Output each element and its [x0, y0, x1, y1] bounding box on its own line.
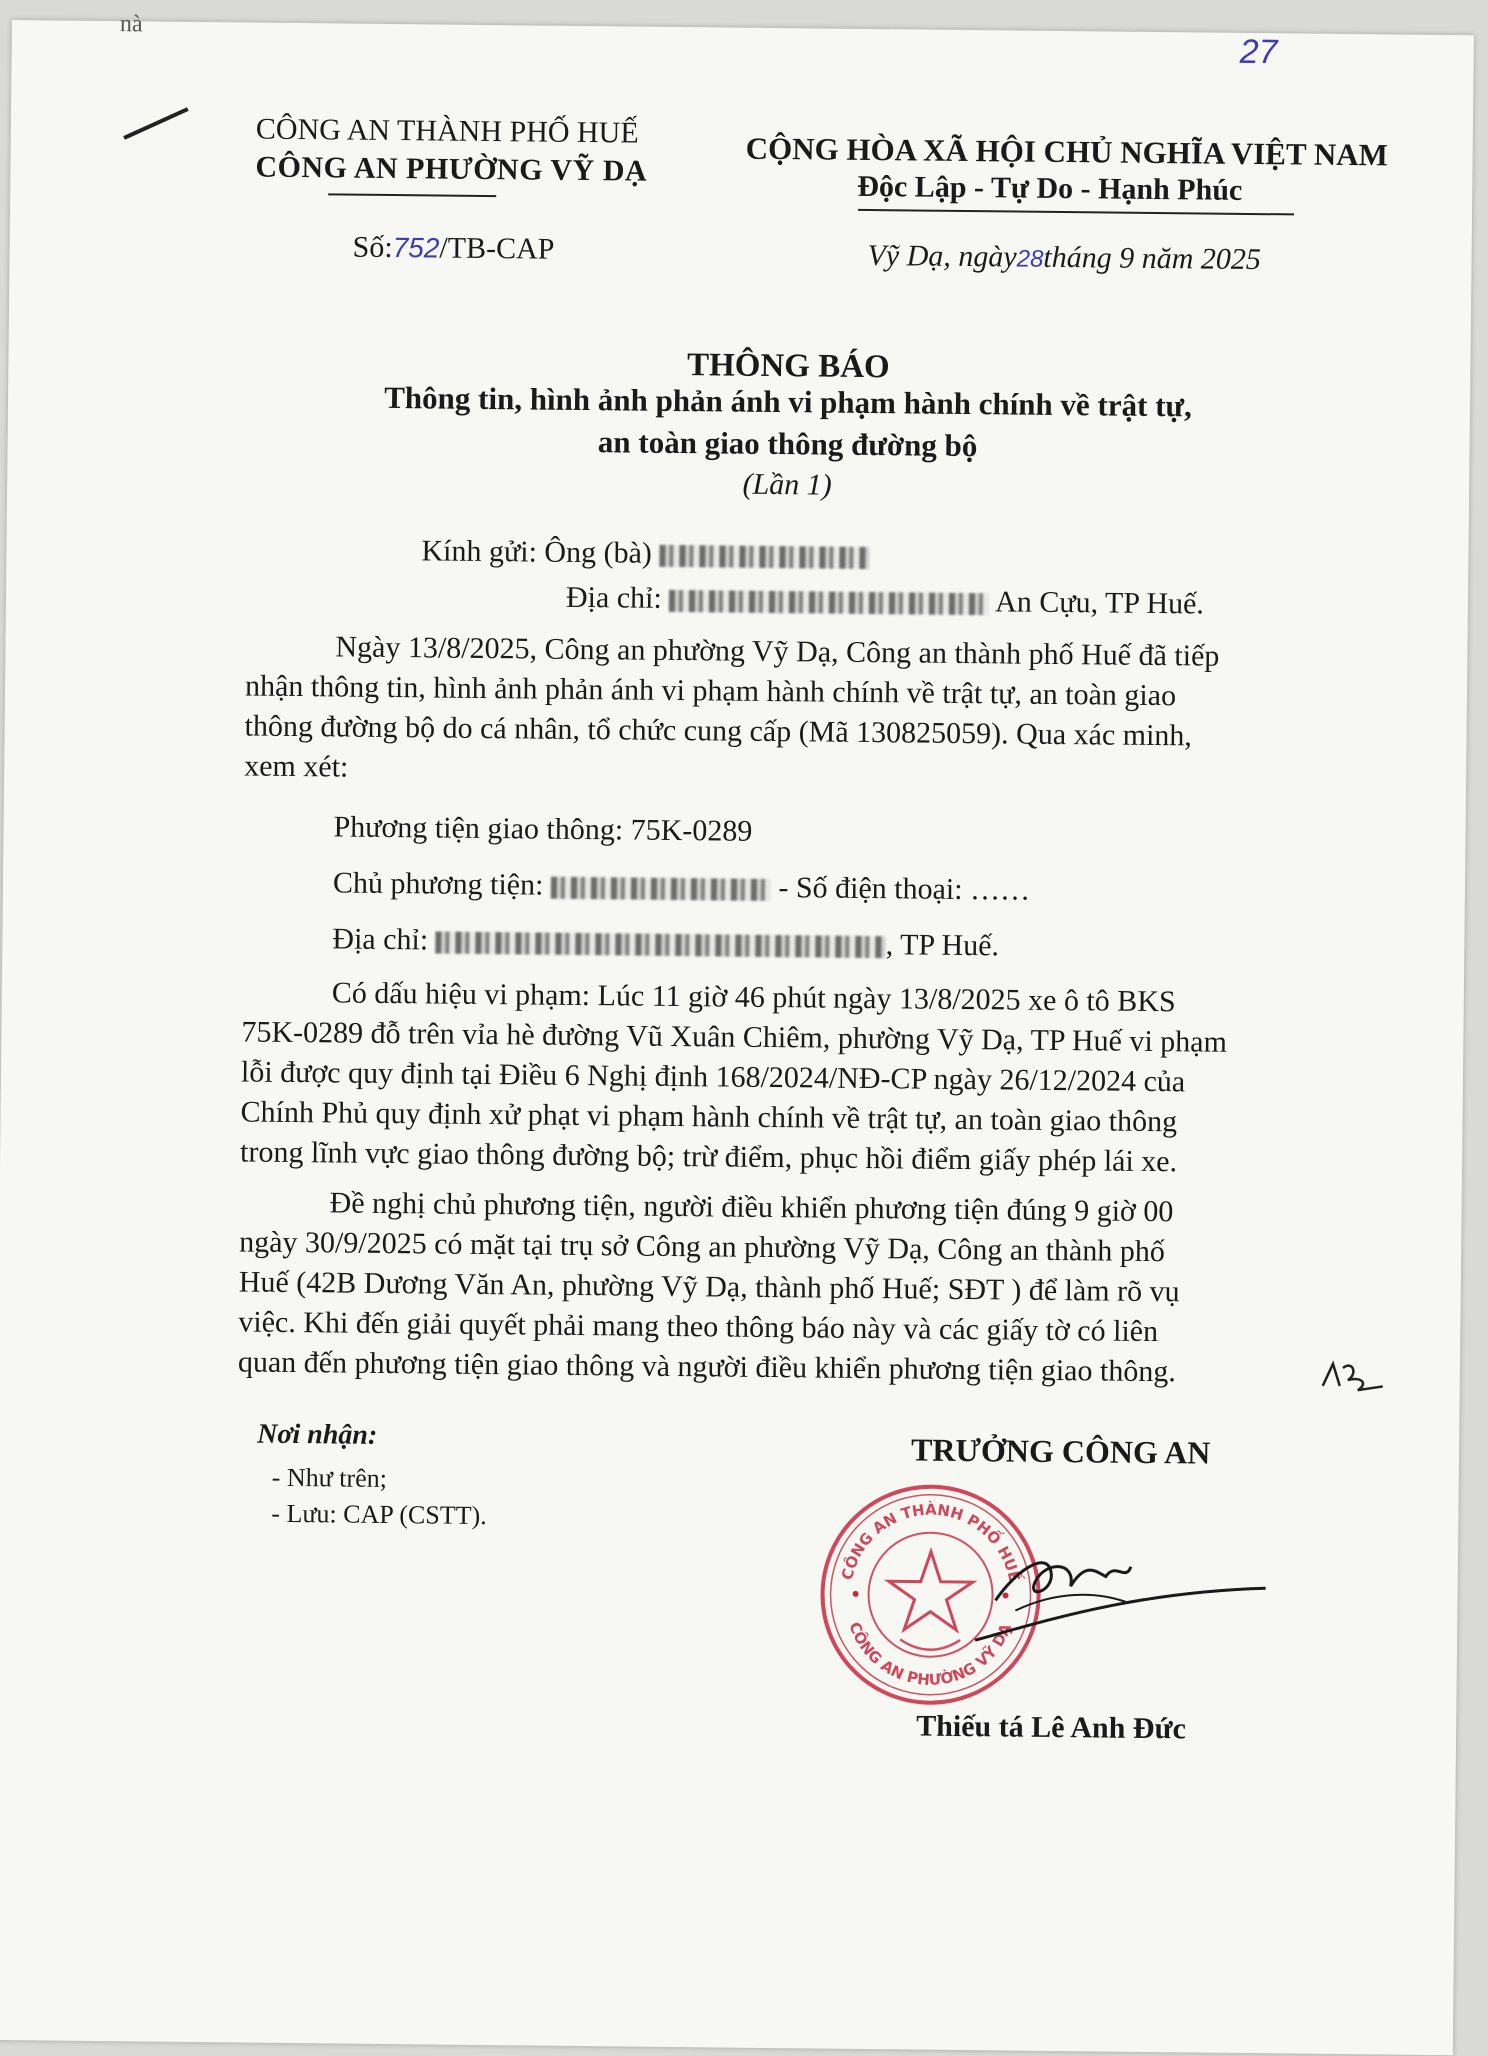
motto-underline [858, 209, 1294, 216]
p3-line2: ngày 30/9/2025 có mặt tại trụ sở Công an phường Vỹ Dạ, Công an thành phố [239, 1225, 1166, 1269]
document-subtitle-line2: an toàn giao thông đường bộ [597, 424, 978, 464]
p3-line5: quan đến phương tiện giao thông và người điều khiển phương tiện giao thông. [237, 1345, 1176, 1389]
owner-label: Chủ phương tiện: [332, 866, 544, 902]
corner-mark: nà [119, 11, 143, 38]
vehicle-line: Phương tiện giao thông: 75K-0289 [333, 810, 753, 848]
recipients-heading: Nơi nhận: [257, 1418, 378, 1451]
recipient-item: - Như trên; [271, 1462, 388, 1494]
handwritten-signature [955, 1530, 1276, 1663]
redacted-owner [551, 877, 771, 901]
p2-line4: Chính Phủ quy định xử phạt vi phạm hành chính về trật tự, an toàn giao thông [240, 1095, 1178, 1139]
owner-address-label: Địa chỉ: [332, 922, 429, 957]
owner-address-line [332, 919, 999, 966]
p1-line1: Ngày 13/8/2025, Công an phường Vỹ Dạ, Công an thành phố Huế đã tiếp [335, 630, 1220, 673]
document-subtitle-line1: Thông tin, hình ảnh phản ánh vi phạm hành chính về trật tự, [384, 379, 1193, 424]
number-suffix: /TB-CAP [439, 231, 555, 266]
owner-phone: - Số điện thoại: …… [778, 871, 1031, 907]
owner-line [333, 863, 1031, 910]
agency-underline [328, 193, 496, 197]
document-date [867, 239, 1261, 277]
signatory-title: TRƯỞNG CÔNG AN [910, 1431, 1211, 1471]
initials-mark [1318, 1356, 1388, 1397]
document-number [352, 231, 554, 267]
redacted-name [659, 545, 869, 569]
p3-line4: việc. Khi đến giải quyết phải mang theo thông báo này và các giấy tờ có liên [238, 1305, 1159, 1349]
owner-address-visible: , TP Huế. [885, 928, 1000, 963]
agency-parent: CÔNG AN THÀNH PHỐ HUẾ [255, 112, 639, 150]
recipient-item: - Lưu: CAP (CSTT). [271, 1498, 487, 1531]
p2-line5: trong lĩnh vực giao thông đường bộ; trừ điểm, phục hồi điểm giấy phép lái xe. [239, 1135, 1178, 1179]
date-day-handwritten: 28 [1016, 245, 1044, 273]
occurrence-label: (Lần 1) [742, 467, 832, 502]
addressee-line [421, 534, 869, 573]
document-page [0, 11, 1474, 2055]
p2-line2: 75K-0289 đỗ trên vỉa hè đường Vũ Xuân Chiêm, phường Vỹ Dạ, TP Huế vi phạm [241, 1015, 1228, 1059]
date-suffix: tháng 9 năm 2025 [1043, 240, 1262, 277]
national-motto: Độc Lập - Tự Do - Hạnh Phúc [857, 169, 1243, 207]
addressee-address [566, 581, 1204, 622]
national-title: CỘNG HÒA XÃ HỘI CHỦ NGHĨA VIỆT NAM [745, 130, 1389, 173]
address-label: Địa chỉ: [565, 580, 662, 615]
svg-text:CÔNG AN THÀNH PHỐ HUẾ: CÔNG AN THÀNH PHỐ HUẾ [837, 1500, 1024, 1584]
svg-text:CÔNG AN PHƯỜNG VỸ DẠ: CÔNG AN PHƯỜNG VỸ DẠ [845, 1619, 1016, 1689]
document-title: THÔNG BÁO [686, 347, 890, 386]
p1-line2: nhận thông tin, hình ảnh phản ánh vi phạm hành chính về trật tự, an toàn giao [244, 669, 1177, 713]
address-visible: An Cựu, TP Huế. [994, 585, 1205, 621]
number-prefix: Số: [352, 230, 393, 264]
p2-line3: lỗi được quy định tại Điều 6 Nghị định 168/2024/NĐ-CP ngày 26/12/2024 của [240, 1055, 1186, 1099]
pen-stroke [123, 107, 188, 140]
p3-line1: Đề nghị chủ phương tiện, người điều khiển phương tiện đúng 9 giờ 00 [329, 1186, 1174, 1229]
p1-line4: xem xét: [244, 749, 349, 784]
p2-line1: Có dấu hiệu vi phạm: Lúc 11 giờ 46 phút ngày 13/8/2025 xe ô tô BKS [331, 976, 1176, 1019]
agency-name: CÔNG AN PHƯỜNG VỸ DẠ [255, 150, 648, 188]
date-prefix: Vỹ Dạ, ngày [867, 238, 1017, 274]
number-handwritten: 752 [392, 231, 440, 264]
p1-line3: thông đường bộ do cá nhân, tổ chức cung cấp (Mã 130825059). Qua xác minh, [244, 709, 1193, 753]
p3-line3: Huế (42B Dương Văn An, phường Vỹ Dạ, thành phố Huế; SĐT ) để làm rõ vụ [238, 1265, 1180, 1309]
page-number-handwritten: 27 [1239, 32, 1278, 72]
salutation: Kính gửi: Ông (bà) [421, 534, 653, 570]
redacted-owner-address [436, 932, 886, 959]
signer-name: Thiếu tá Lê Anh Đức [916, 1709, 1187, 1746]
redacted-address [669, 590, 989, 615]
